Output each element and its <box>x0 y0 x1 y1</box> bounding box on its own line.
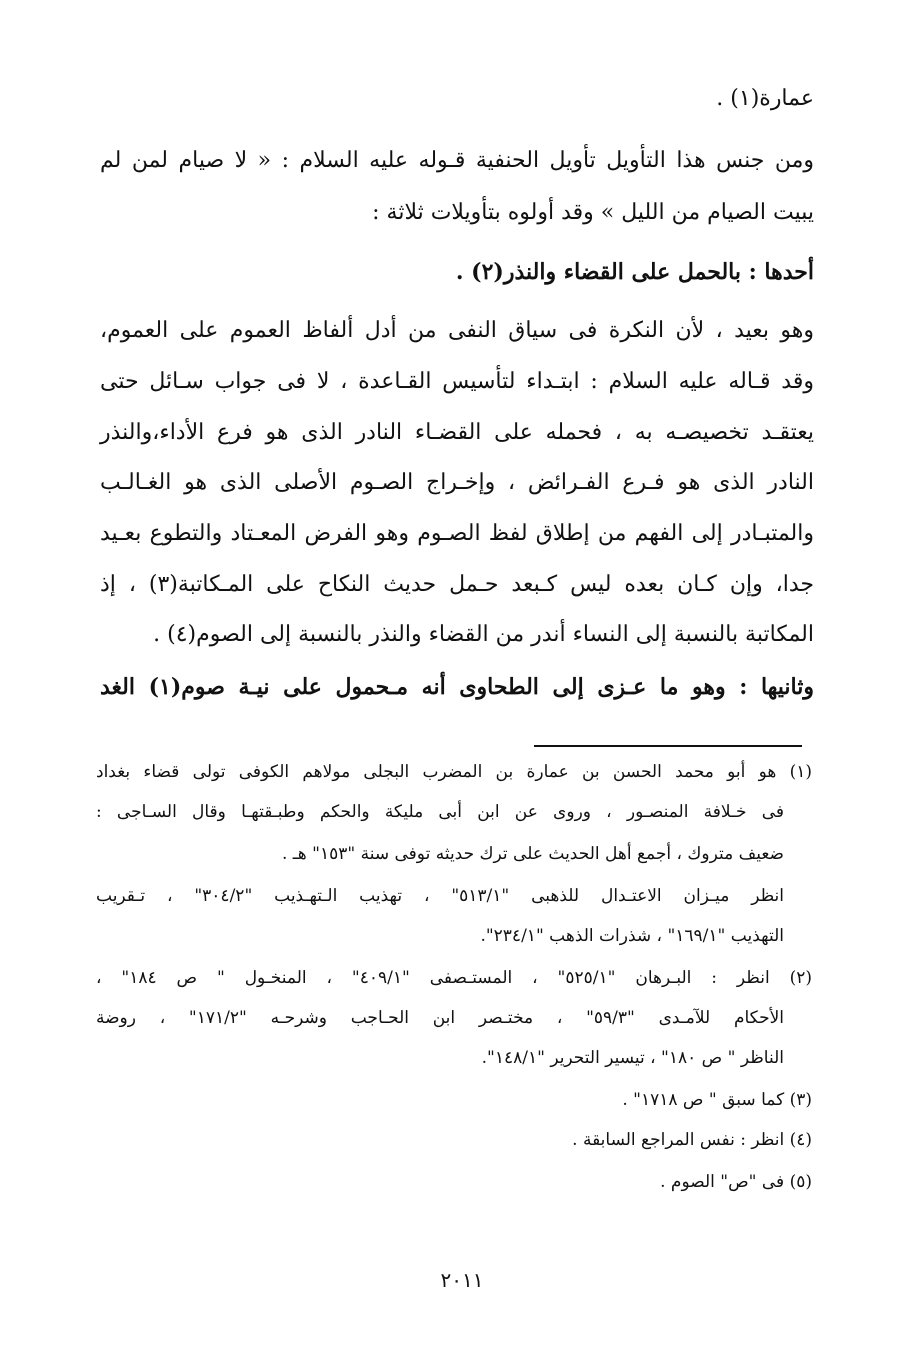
footnote-line: (٢) انظر : البـرهان "٥٢٥/١" ، المستـصفى "٤٠٩/١" ، المنخـول " ص ١٨٤" ، <box>96 968 812 988</box>
footnote-line: التهذيب "١٦٩/١" ، شذرات الذهب "٢٣٤/١". <box>480 926 784 946</box>
body-line: ومن جنس هذا التأويل تأويل الحنفية قـوله عليه السلام : « لا صيام لمن لم <box>100 148 814 173</box>
footnote-line: ضعيف متروك ، أجمع أهل الحديث على ترك حديثه توفى سنة "١٥٣" هـ . <box>281 844 784 864</box>
body-line: عمارة(١) . <box>716 86 814 111</box>
body-line: يعتقـد تخصيصـه به ، فحمله على القضـاء النادر الذى هو فرع الأداء،والنذر <box>100 420 814 445</box>
body-line: وقد قـاله عليه السلام : ابتـداء لتأسيس القـاعدة ، لا فى جواب سـائل حتى <box>100 369 814 394</box>
footnote-line: الأحكام للآمـدى "٥٩/٣" ، مختـصر ابن الحـاجب وشرحـه "١٧١/٢" ، روضة <box>96 1008 784 1028</box>
footnote-line: (١) هو أبو محمد الحسن بن عمارة بن المضرب البجلى مولاهم الكوفى تولى قضاء بغداد <box>96 762 812 782</box>
body-line-heading: أحدها : بالحمل على القضاء والنذر(٢) . <box>455 259 814 285</box>
body-line-heading: وثانيها : وهو ما عـزى إلى الطحاوى أنه مـحمول على نيـة صوم(١) الغد <box>100 674 814 700</box>
footnote-line: (٤) انظر : نفس المراجع السابقة . <box>572 1130 812 1150</box>
footnote-line: فى خـلافة المنصـور ، وروى عن ابن أبى مليكة والحكم وطبـقتهـا وقال السـاجى : <box>96 802 784 822</box>
body-line: يبيت الصيام من الليل » وقد أولوه بتأويلات ثلاثة : <box>372 200 814 225</box>
body-line: النادر الذى هو فـرع الفـرائض ، وإخـراج الصـوم الأصلى الذى هو الغـالـب <box>100 470 814 495</box>
footnote-line: انظر ميـزان الاعتـدال للذهبى "٥١٣/١" ، تهذيب الـتهـذيب "٣٠٤/٢" ، تـقريب <box>96 886 784 906</box>
footnote-separator <box>534 745 802 747</box>
body-line: وهو بعيد ، لأن النكرة فى سياق النفى من أدل ألفاظ العموم على العموم، <box>100 318 814 343</box>
footnote-line: (٣) كما سبق " ص ١٧١٨" . <box>622 1090 812 1110</box>
body-line: والمتبـادر إلى الفهم من إطلاق لفظ الصـوم وهو الفرض المعـتاد والتطوع بعـيد <box>100 521 814 546</box>
page-number: ٢٠١١ <box>440 1268 484 1292</box>
footnote-line: (٥) فى "ص" الصوم . <box>660 1172 812 1192</box>
footnote-line: الناظر " ص ١٨٠" ، تيسير التحرير "١٤٨/١". <box>481 1048 784 1068</box>
body-line: المكاتبة بالنسبة إلى النساء أندر من القضاء والنذر بالنسبة إلى الصوم(٤) . <box>153 622 814 647</box>
body-line: جدا، وإن كـان بعده ليس كـبعد حـمل حديث النكاح على المـكاتبة(٣) ، إذ <box>100 572 814 597</box>
